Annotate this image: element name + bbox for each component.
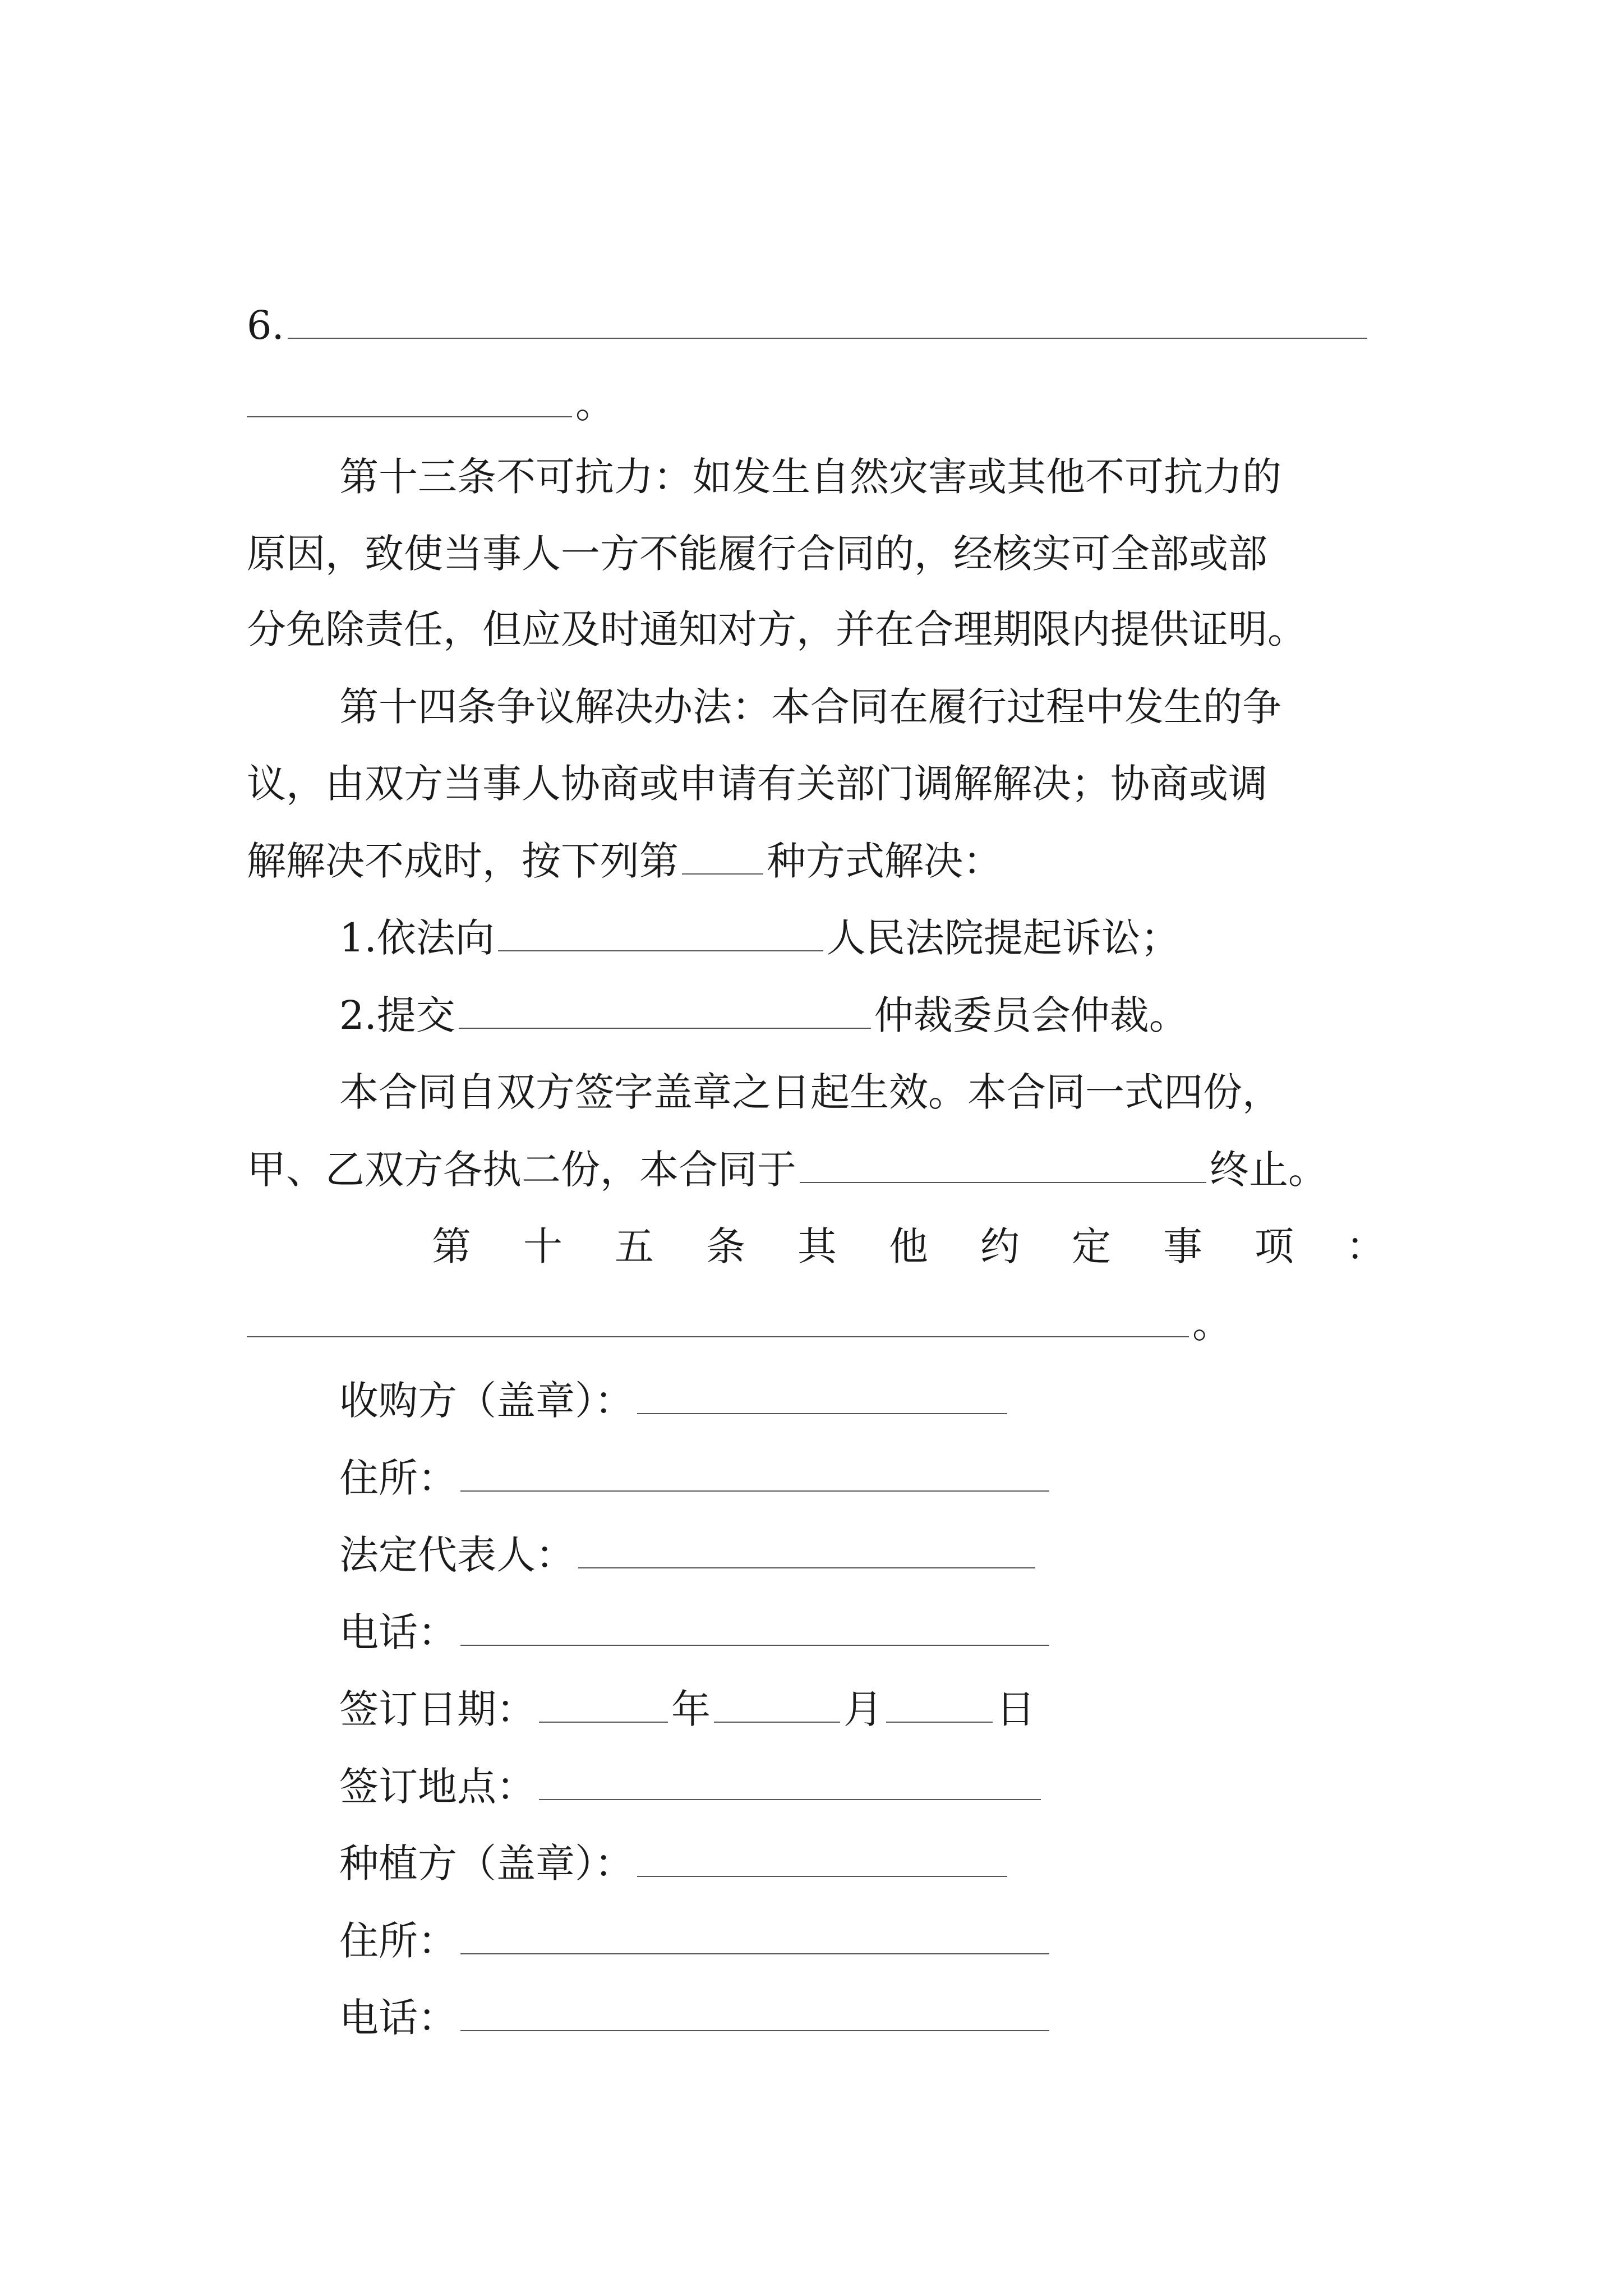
article-15-char: 定	[1072, 1223, 1111, 1269]
article-15-char: ：	[1346, 1223, 1385, 1269]
option-1-post: 人民法院提起诉讼；	[826, 915, 1180, 961]
article-15-heading	[432, 1218, 1385, 1274]
termination-date-blank[interactable]	[800, 1143, 1206, 1183]
article-15-char: 他	[889, 1223, 928, 1269]
legal-rep-blank[interactable]	[578, 1528, 1035, 1568]
article-15-char: 第	[432, 1223, 471, 1269]
grower-address-line	[339, 1913, 1053, 1969]
effect-line-2-pre: 甲、乙双方各执二份，本合同于	[247, 1147, 796, 1193]
other-matters-blank[interactable]	[247, 1297, 1189, 1337]
article-14-line-2: 议，由双方当事人协商或申请有关部门调解解决；协商或调	[247, 761, 1267, 807]
article-14-line-1: 第十四条争议解决办法：本合同在履行过程中发生的争	[339, 684, 1281, 730]
buyer-address-blank[interactable]	[460, 1451, 1049, 1492]
grower-phone-label: 电话：	[339, 1995, 457, 2041]
arbitration-blank[interactable]	[459, 988, 871, 1029]
buyer-phone-blank[interactable]	[460, 1605, 1049, 1646]
buyer-seal-blank[interactable]	[637, 1374, 1007, 1414]
article-14-line-3-post: 种方式解决：	[767, 838, 1002, 884]
buyer-seal-line	[339, 1373, 1011, 1429]
grower-phone-blank[interactable]	[460, 1991, 1049, 2031]
article-15-char: 约	[980, 1223, 1020, 1269]
item-6-line	[247, 297, 1371, 353]
option-1-line	[339, 910, 1180, 966]
article-15-continuation	[247, 1296, 1232, 1352]
grower-phone-line	[339, 1990, 1053, 2046]
article-13-line-2: 原因，致使当事人一方不能履行合同的，经核实可全部或部	[247, 531, 1267, 577]
sign-place-blank[interactable]	[539, 1760, 1041, 1800]
article-15-char: 条	[706, 1223, 745, 1269]
buyer-phone-label: 电话：	[339, 1609, 457, 1655]
item-6-continuation	[247, 376, 615, 432]
sign-date-line	[339, 1681, 1035, 1737]
article-15-char: 事	[1163, 1223, 1202, 1269]
option-2-pre: 2.提交	[339, 992, 455, 1038]
item-6-label: 6.	[247, 302, 284, 348]
method-number-blank[interactable]	[682, 834, 763, 875]
month-label: 月	[843, 1686, 883, 1732]
grower-address-blank[interactable]	[460, 1914, 1049, 1954]
article-14-line-3	[247, 833, 1002, 889]
court-name-blank[interactable]	[498, 911, 823, 951]
day-label: 日	[996, 1686, 1035, 1732]
month-blank[interactable]	[714, 1682, 840, 1723]
effect-line-2	[247, 1142, 1327, 1198]
legal-rep-line	[339, 1527, 1039, 1583]
item-6-blank-2[interactable]	[247, 377, 572, 417]
article-15-char: 其	[797, 1223, 837, 1269]
article-13-line-3: 分免除责任，但应及时通知对方，并在合理期限内提供证明。	[247, 606, 1307, 652]
sign-place-line	[339, 1759, 1044, 1815]
option-2-line	[339, 987, 1188, 1043]
year-label: 年	[671, 1686, 711, 1732]
buyer-seal-label: 收购方（盖章）：	[339, 1378, 634, 1424]
sign-date-label: 签订日期：	[339, 1686, 536, 1732]
grower-seal-line	[339, 1835, 1011, 1892]
period: 。	[1192, 1301, 1232, 1347]
year-blank[interactable]	[539, 1682, 668, 1723]
option-2-post: 仲裁委员会仲裁。	[874, 992, 1188, 1038]
article-15-char: 五	[615, 1223, 654, 1269]
item-6-blank[interactable]	[288, 298, 1367, 339]
effect-line-1: 本合同自双方签字盖章之日起生效。本合同一式四份，	[339, 1069, 1281, 1115]
article-13-line-1: 第十三条不可抗力：如发生自然灾害或其他不可抗力的	[339, 454, 1281, 500]
day-blank[interactable]	[886, 1682, 993, 1723]
article-15-char: 十	[523, 1223, 562, 1269]
buyer-address-line	[339, 1450, 1053, 1506]
legal-rep-label: 法定代表人：	[339, 1532, 575, 1578]
sign-place-label: 签订地点：	[339, 1764, 536, 1810]
buyer-address-label: 住所：	[339, 1455, 457, 1501]
option-1-pre: 1.依法向	[339, 915, 495, 961]
article-15-char: 项	[1255, 1223, 1294, 1269]
grower-seal-blank[interactable]	[637, 1837, 1007, 1877]
article-14-line-3-pre: 解解决不成时，按下列第	[247, 838, 679, 884]
grower-address-label: 住所：	[339, 1918, 457, 1964]
period: 。	[575, 381, 615, 427]
buyer-phone-line	[339, 1604, 1053, 1660]
grower-seal-label: 种植方（盖章）：	[339, 1841, 634, 1887]
effect-line-2-post: 终止。	[1210, 1147, 1327, 1193]
